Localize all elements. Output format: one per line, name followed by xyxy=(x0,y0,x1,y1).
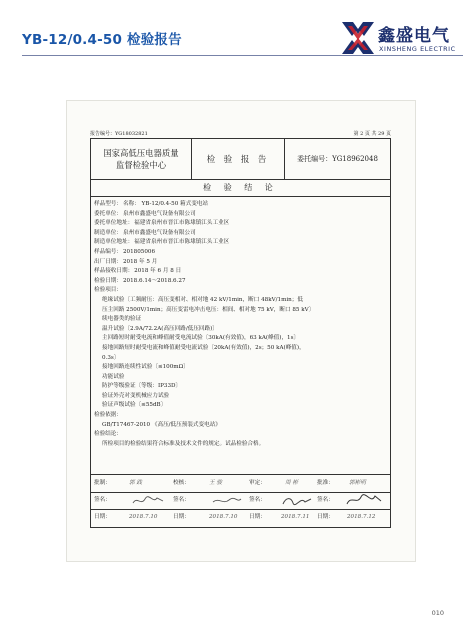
report-body xyxy=(90,197,391,528)
sign-label-check: 校核： xyxy=(173,480,190,486)
company-logo xyxy=(340,16,465,64)
field-label: 制造单位地址： xyxy=(94,239,134,246)
field-value: 福建省泉州市晋江市陈埭镇江头工业区 xyxy=(134,239,230,246)
field-row xyxy=(94,248,386,258)
report-header-table xyxy=(90,138,391,180)
field-label: 样品接收日期： xyxy=(94,268,134,275)
field-label: 委托单位： xyxy=(94,210,122,217)
inspection-item: 功能试验 xyxy=(102,373,125,380)
field-value: 2018.6.14～2018.6.27 xyxy=(122,277,186,284)
report-number: 报告编号：YG18032821 xyxy=(90,131,148,137)
sign-date-3: 2018.7.11 xyxy=(281,514,310,520)
inspection-items xyxy=(94,296,386,411)
field-row xyxy=(94,219,386,229)
inspection-item: 接地回路连续性试验〔≤100mΩ〕 xyxy=(102,364,189,371)
testing-center-line1: 国家高低压电器质量 xyxy=(103,148,179,158)
sign-label-approve: 批准： xyxy=(317,480,334,486)
signature-row-roles xyxy=(91,475,390,493)
inspection-item: 验证外壳对变机械应力试验 xyxy=(102,392,170,399)
inspection-item: 0.3s〕 xyxy=(102,354,120,361)
conclusion-heading: 检 验 结 论 xyxy=(90,180,391,197)
field-label: 委托单位地址： xyxy=(94,220,134,227)
date-label-3: 日期： xyxy=(249,514,266,520)
field-row xyxy=(94,200,386,210)
field-row xyxy=(94,238,386,248)
field-label: 制造单位： xyxy=(94,229,122,236)
conclusion-label: 检验结论： xyxy=(94,431,122,438)
signature-label-4: 签名： xyxy=(317,497,334,503)
sample-fields xyxy=(94,200,386,286)
field-value: 泉州市鑫盛电气设备有限公司 xyxy=(122,210,196,217)
logo-mark-icon xyxy=(340,18,376,58)
sign-label-prepare: 批制： xyxy=(94,480,111,486)
page-title: YB-12/0.4-50 检验报告 xyxy=(22,32,182,48)
conclusion-text: 所检项目的检验结果符合标准及技术文件的规定。试品检验合格。 xyxy=(102,440,265,447)
field-row xyxy=(94,267,386,277)
field-label: 出厂日期： xyxy=(94,258,122,265)
inspection-item: 绝缘试验〔工频耐压：高压变相对、相对地 42 kV/1min，断口 48kV/1min；低 xyxy=(102,296,303,303)
field-row xyxy=(94,258,386,268)
inspection-item: 接地回路短时耐受电流和峰值耐受电流试验〔20kA(有效值)，2s；50 kA(峰值)， xyxy=(102,344,305,351)
report-page-count: 第 2 页 共 29 页 xyxy=(353,131,391,137)
signature-table xyxy=(91,474,390,527)
field-value: 201805006 xyxy=(122,248,156,255)
field-label: 检验日期： xyxy=(94,277,122,284)
signature-row-dates xyxy=(91,509,390,526)
field-row xyxy=(94,210,386,220)
field-value: 福建省泉州市晋江市陈埭镇江头工业区 xyxy=(134,220,230,227)
inspection-item: 防护等级验证〔等级：IP33D〕 xyxy=(102,383,182,390)
signature-label-2: 签名： xyxy=(173,497,190,503)
field-row xyxy=(94,229,386,239)
signature-row-signatures xyxy=(91,492,390,510)
report-topline xyxy=(90,128,391,138)
field-label: 样品型号： xyxy=(94,201,122,207)
handwritten-signature-2 xyxy=(211,494,243,507)
basis-label: 检验依据： xyxy=(94,412,122,419)
field-label: 样品编号： xyxy=(94,248,122,255)
items-label: 检验项目： xyxy=(94,287,122,294)
field-row xyxy=(94,277,386,287)
field-value: 泉州市鑫盛电气设备有限公司 xyxy=(122,229,196,236)
sign-name-prepare: 郭 践 xyxy=(129,480,142,486)
date-label-4: 日期： xyxy=(317,514,334,520)
sign-name-approve: 郭彬明 xyxy=(349,480,366,486)
handwritten-signature-1 xyxy=(131,494,165,507)
sign-date-2: 2018.7.10 xyxy=(209,514,238,520)
date-label-1: 日期： xyxy=(94,514,111,520)
entrust-number: 委托编号：YG18962048 xyxy=(297,155,378,163)
field-value: 2018 年 5 月 xyxy=(122,258,158,265)
inspection-item: 温升试验〔2.9A/72.2A(高压回路/低压回路)〕 xyxy=(102,325,218,332)
field-value: 名称： YB-12/0.4-50 箱式变电站 xyxy=(122,201,208,207)
testing-center-line2: 监督检验中心 xyxy=(115,160,167,170)
date-label-2: 日期： xyxy=(173,514,190,520)
handwritten-signature-3 xyxy=(281,494,313,507)
inspection-item: 压主回路 2500V/1min；高压变雷电冲击电压：相间、相对地 75 kV，断口 85 kV〕 xyxy=(102,306,315,313)
inspection-report-document xyxy=(90,128,391,528)
sign-name-review: 周 彬 xyxy=(285,480,298,486)
sign-label-review: 审定： xyxy=(249,480,266,486)
signature-label-3: 签名： xyxy=(249,497,266,503)
handwritten-signature-4 xyxy=(345,493,383,508)
testing-center-name xyxy=(91,139,192,179)
sign-date-1: 2018.7.10 xyxy=(129,514,158,520)
page-number: 010 xyxy=(431,609,444,617)
field-value: 2018 年 6 月 8 日 xyxy=(134,268,182,275)
inspection-item: 验证声级试验〔≤55dB〕 xyxy=(102,402,167,409)
signature-label-1: 签名： xyxy=(94,497,111,503)
logo-english-name: XINSHENG ELECTRIC xyxy=(379,45,456,53)
sign-name-check: 王 骏 xyxy=(209,480,222,486)
inspection-item: 主回路短时耐受电流和峰值耐受电流试验〔30kA(有效值)，63 kA(峰值)，1s〕 xyxy=(102,335,300,342)
header-divider xyxy=(22,55,463,56)
basis-standard: GB/T17467-2010 《高压/低压预装式变电站》 xyxy=(102,421,221,428)
sign-date-4: 2018.7.12 xyxy=(347,514,376,520)
report-title: 检 验 报 告 xyxy=(192,139,285,179)
logo-chinese-name: 鑫盛电气 xyxy=(378,26,450,46)
inspection-item: 续电器类的验证 xyxy=(102,316,142,323)
